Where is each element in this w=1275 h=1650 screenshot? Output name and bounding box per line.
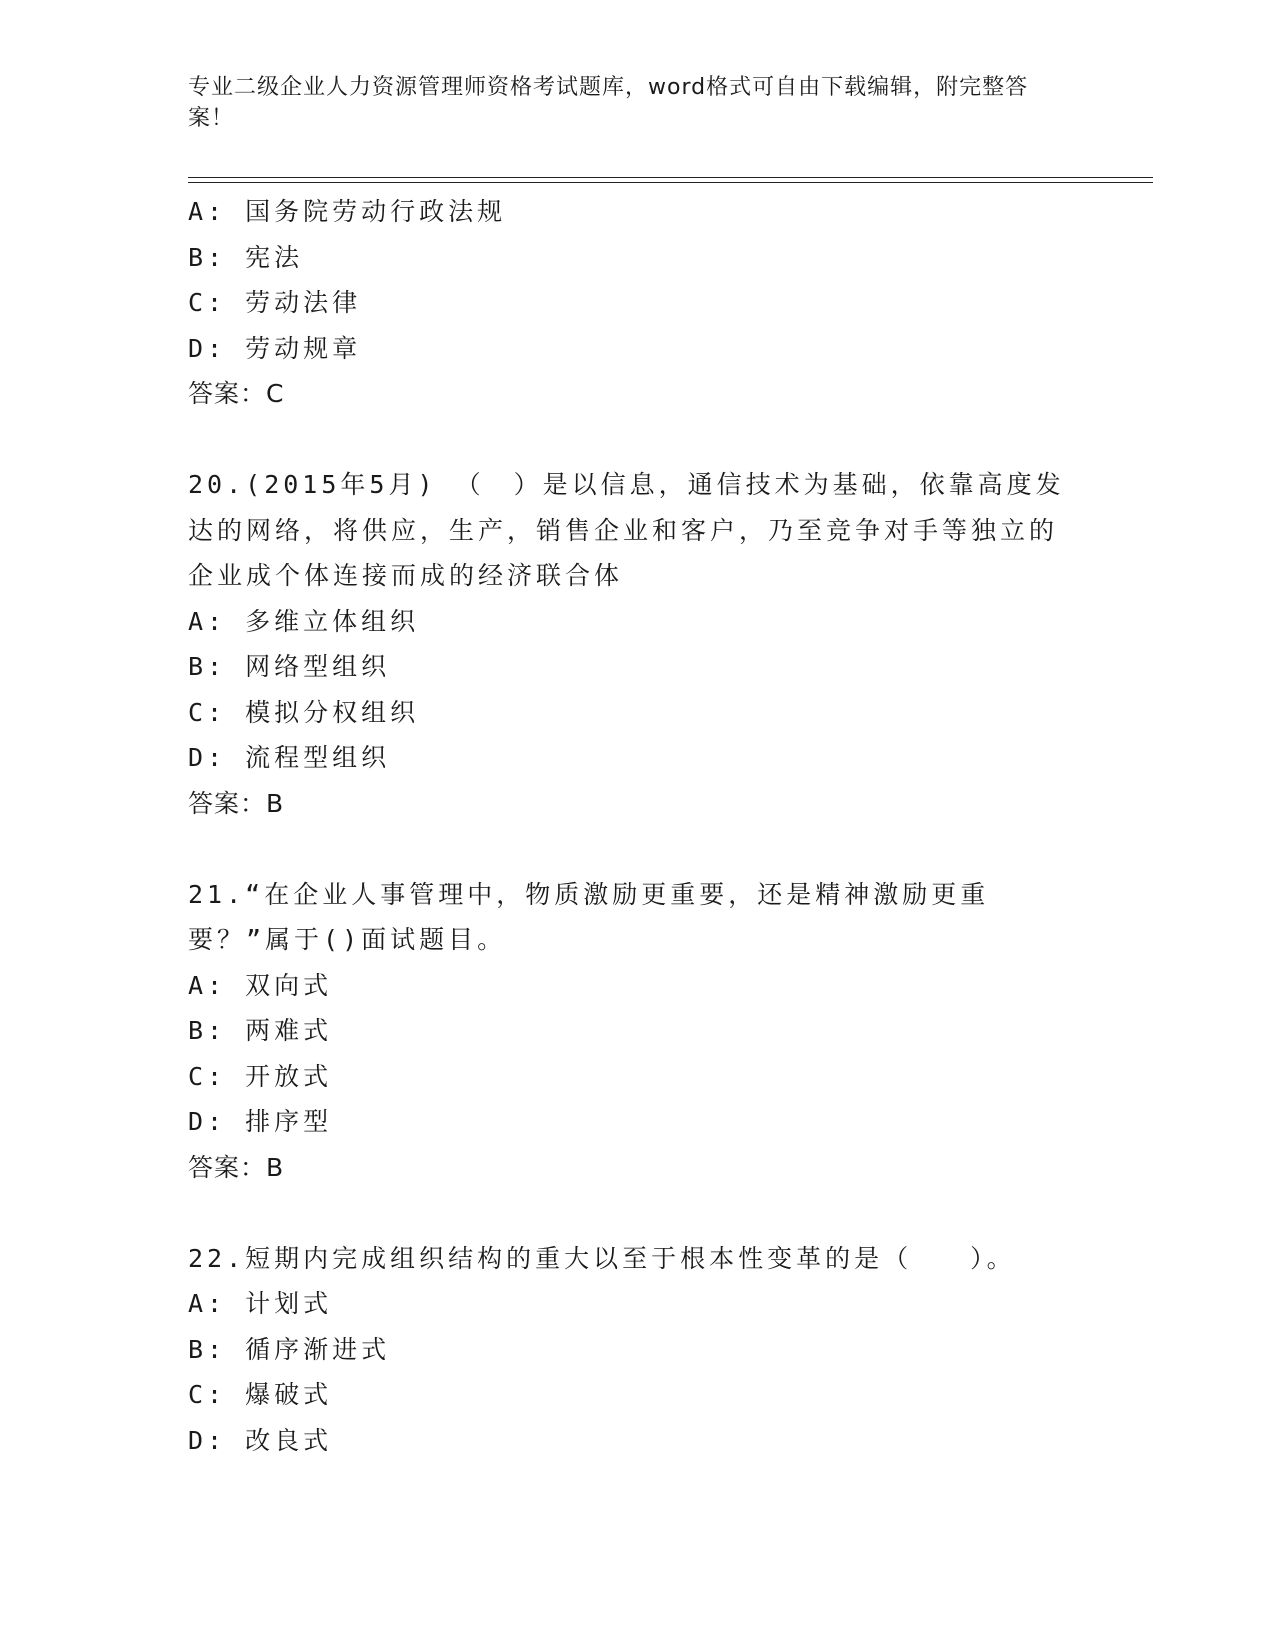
option-a: A: 国务院劳动行政法规 (188, 197, 507, 226)
question-stem: 20.(2015年5月) （ ）是以信息，通信技术为基础，依靠高度发达的网络，将供应，生产，销售企业和客户，乃至竞争对手等独立的企业成个体连接而成的经济联合体 (188, 470, 1065, 590)
option-b: B: 两难式 (188, 1016, 333, 1045)
answer-line: 答案：B (188, 1152, 285, 1182)
option-d: D: 流程型组织 (188, 743, 391, 772)
option-c: C: 爆破式 (188, 1380, 333, 1409)
question-stem: 22.短期内完成组织结构的重大以至于根本性变革的是（ ）。 (188, 1243, 1016, 1273)
option-d: D: 改良式 (188, 1425, 333, 1455)
option-d: D: 劳动规章 (188, 333, 362, 363)
answer-line: 答案：B (188, 788, 285, 818)
page-header: 专业二级企业人力资源管理师资格考试题库，word格式可自由下载编辑，附完整答案！ (188, 75, 1029, 131)
question-21 (188, 872, 1068, 1191)
header-rule-top (188, 177, 1153, 178)
question-stem: 21.“在企业人事管理中，物质激励更重要，还是精神激励更重要？”属于()面试题目。 (188, 879, 990, 954)
option-c: C: 开放式 (188, 1061, 333, 1091)
option-c: C: 模拟分权组织 (188, 697, 420, 727)
option-a: A: 双向式 (188, 970, 333, 1000)
document-body (188, 189, 1068, 1463)
option-a: A: 计划式 (188, 1289, 333, 1318)
answer-line: 答案：C (188, 379, 285, 408)
option-c: C: 劳动法律 (188, 288, 362, 317)
question-20 (188, 462, 1068, 826)
option-b: B: 网络型组织 (188, 652, 391, 681)
option-d: D: 排序型 (188, 1107, 333, 1136)
option-b: B: 循序渐进式 (188, 1334, 391, 1364)
question-22 (188, 1236, 1068, 1464)
carryover-question (188, 189, 1068, 417)
header-rule-bottom (188, 182, 1153, 183)
option-b: B: 宪法 (188, 242, 304, 272)
option-a: A: 多维立体组织 (188, 606, 420, 636)
